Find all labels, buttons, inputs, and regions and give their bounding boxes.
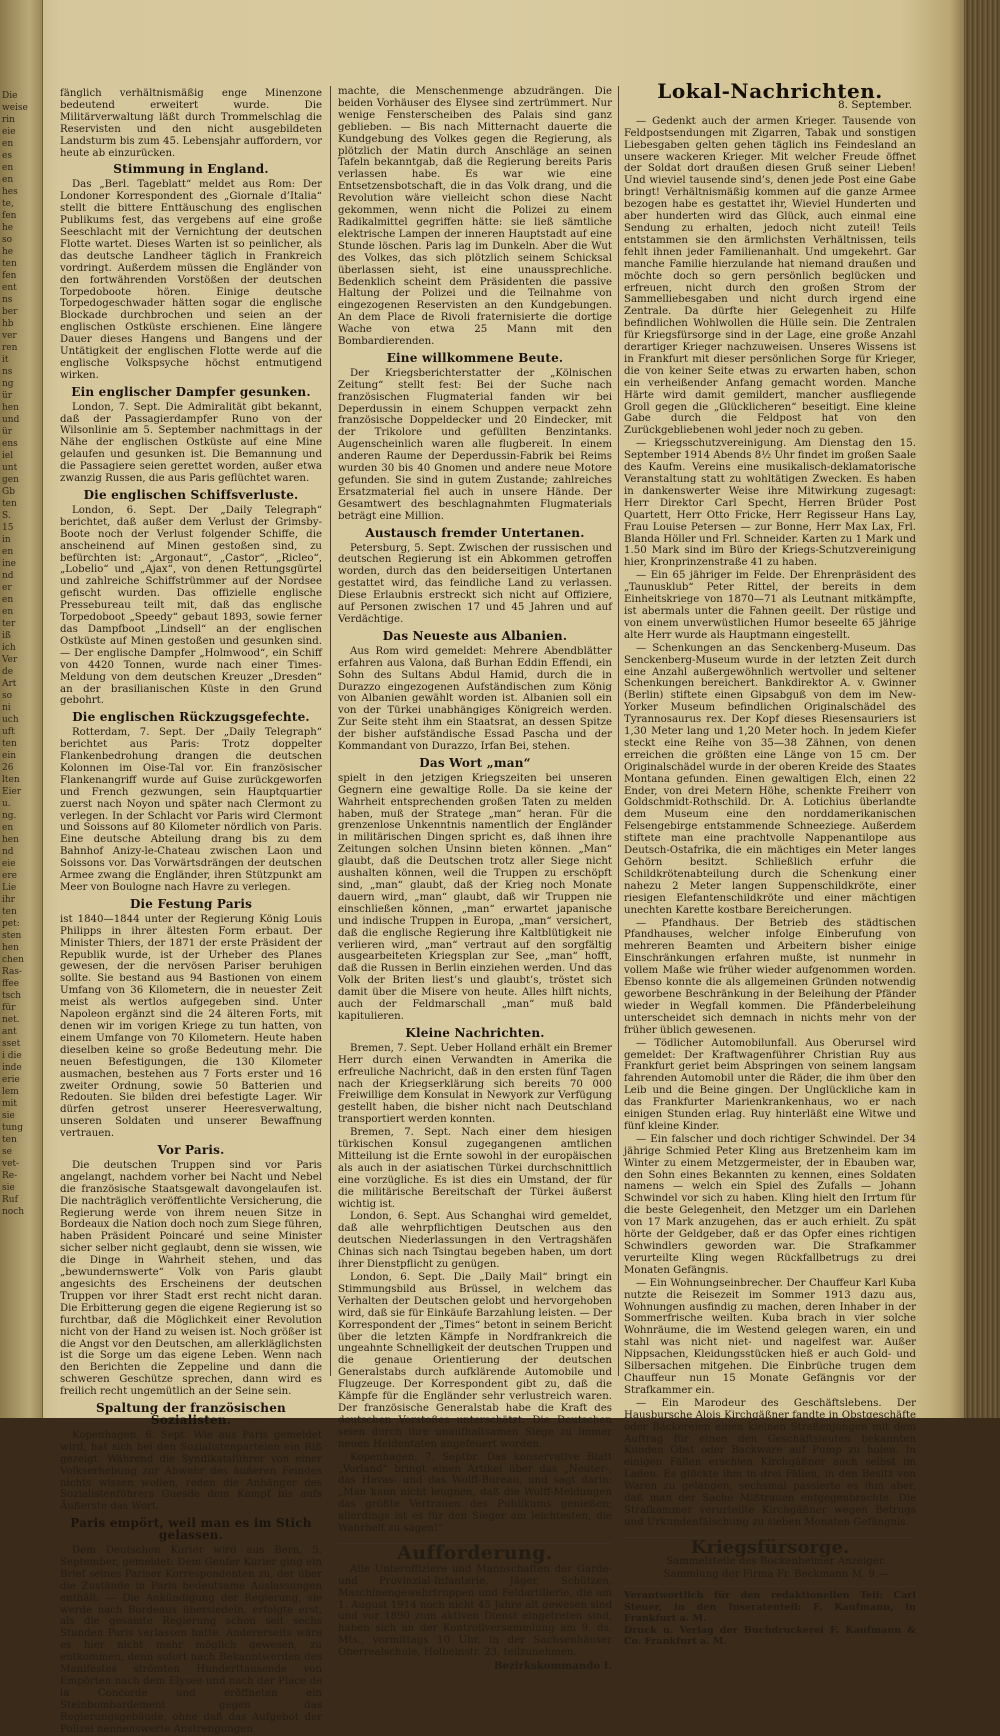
margin-fragment: fen <box>2 211 17 221</box>
margin-fragment: ich <box>2 643 16 653</box>
local-item: — Ein Wohnungseinbrecher. Der Chauffeur Karl Kuba nutzte die Reisezeit im Sommer 1913 dazu aus, Wohnungen ausfindig zu machen, deren Inhaber in der Sommerfrische weilten. Kuba brach in vier solche Wohnräume, die im Westend gelegen waren, ein und stahl was nicht niet- und nagelfest war. Außer Nippsachen, Kleidungsstücken hieß er auch Gold- und Silbersachen mitgehen. Die Einbrüche trugen dem Chauffeur nun 15 Monate Gefängnis vor der Strafkammer ein. <box>624 1277 916 1396</box>
margin-fragment: i die <box>2 1051 22 1061</box>
headline-sozialisten: Spaltung der französischen Sozialisten. <box>96 1401 286 1427</box>
margin-fragment: ns <box>2 295 13 305</box>
article-text: London, 6. Sept. Der „Daily Telegraph“ berichtet, daß außer dem Verlust der Grimsby-Boote noch der Verlust folgender Schiffe, die anscheinend auf Minen gestoßen sind, zu befürchten ist: „Argonaut“, „Castor“, „Ricleo“, „Lobelio“ und „Ajax“, von denen Rettungsgürtel und zahlreiche Schiffstrümmer auf der Nordsee gefischt wurden. Das offizielle englische Pressebureau teilt mit, daß das englische Torpedoboot „Speedy“ gebaut 1893, sowie ferner das Dampfboot „Lindsell“ an der englischen Ostküste auf Minen gestoßen und gesunken sind. — Der englische Dampfer „Holmwood“, ein Schiff von 4420 Tonnen, wurde nach einer Times-Meldung von dem deutschen Kreuzer „Dresden“ an der brasilianischen Küste in den Grund gebohrt. <box>60 504 322 707</box>
margin-fragment: iß <box>2 631 11 641</box>
margin-fragment: noch <box>2 1207 25 1217</box>
margin-fragment: 26 <box>2 763 14 773</box>
news-item: London, 6. Sept. Aus Schanghai wird gemeldet, daß alle wehrpflichtigen Deutschen aus den deutschen Niederlassungen in den Vertragshäfen Chinas sich nach Tsingtau begeben haben, um dort ihrer Dienstpflicht zu genügen. <box>338 1211 612 1271</box>
margin-fragment: en <box>2 823 14 833</box>
headline-rueckzugsgefechte: Die englischen Rückzugsgefechte. <box>72 710 310 725</box>
article-text: Das „Berl. Tageblatt“ meldet aus Rom: Der Londoner Korrespondent des „Giornale d’Italia“ stellt die bittere Enttäuschung des englischen Publikums fest, das vergebens auf eine große Seeschlacht mit der Vernichtung der deutschen Flotte wartet. Dieses Warten ist so peinlicher, als das deutsche Landheer täglich in Frankreich vordringt. Außerdem müssen die Engländer von den fortwährenden Vorstößen der deutschen Torpedoboote hören. Einige deutsche Torpedogeschwader hätten sogar die englische Blockade durchbrochen und seien an der englischen Ostküste erschienen. Eine längere Dauer dieses Hangens und Bangens und der Untätigkeit der englischen Flotte werde auf die englische Volkspsyche höchst entmutigend wirken. <box>60 179 322 381</box>
margin-fragment: mit <box>2 1099 18 1109</box>
margin-fragment: Ras- <box>2 967 23 977</box>
margin-fragment: hen <box>2 943 19 953</box>
margin-fragment: he <box>2 247 14 257</box>
margin-fragment: iel <box>2 451 14 461</box>
local-item: — Ein Marodeur des Geschäftslebens. Der Hausbursche Alois Kirchgäßner fandte in Obstgeschäfte oder Bäckereien einen kleinen Straßenjungen mit dem Auftrag für einen den Geschäftsleuten bekannten Kunden Obst oder Backware auf Pump zu holen. In einigen Fällen erschien Kirchgäßner auch selbst im Laden. Es glückte ihm in drei Fällen, in den Besitz von Waren zu gelangen, sechsmal passierte es ihm aber, daß man der Sache Mißtrauen entgegenbrachte. Die Strafkammer verurteilte Kirchgäßner wegen Betrugs und Urkundenfälschung zu sieben Monaten Gefängnis. <box>624 1397 916 1528</box>
margin-fragment: de <box>2 667 14 677</box>
margin-fragment: se <box>2 1147 12 1157</box>
news-item: Kopenhagen, 7. Septbr. Das konservative Blatt „Vorland“ bringt einen Artikel über das „Neuter-, das Havas- und das Wolff-Bureau, und sagt darin: „Man kann nicht leugnen, daß die Wolff-Meldungen das größte Vertrauen des Publikums genießen; allerdings ist es für den Sieger am leichtesten, die Wahrheit zu sagen!“ <box>338 1451 612 1535</box>
local-item: — Ein falscher und doch richtiger Schwindel. Der 34 jährige Schmied Peter Kling aus Bretzenheim kam im Winter zu einem Metzgermeister, der in Ebauben war, den Sohn eines Bekannten zu kennen, eines Soldaten namens — welch ein Spiel des Zufalls — Johann Schwindel vor sich zu haben. Kling hielt den Irrtum für die beste Gelegenheit, den Metzger um ein Darlehen von 17 Mark anzugehen, das er auch erhielt. Zu spät hörte der Geldgeber, daß er das Opfer eines richtigen Schwindlers geworden war. Die Strafkammer verurteilte Kling wegen Rückfallbetrugs zu drei Monaten Gefängnis. <box>624 1133 916 1276</box>
margin-fragment: ür <box>2 427 13 437</box>
margin-fragment: unt <box>2 463 18 473</box>
headline-festung-paris: Die Festung Paris <box>129 896 253 911</box>
headline-dampfer: Ein englischer Dampfer gesunken. <box>71 384 311 399</box>
column-1 <box>60 88 322 1735</box>
book-page-edges <box>964 0 1000 1418</box>
column-rule-1 <box>330 86 331 1376</box>
local-item: — Tödlicher Automobilunfall. Aus Oberursel wird gemeldet: Der Kraftwagenführer Christian Ruy aus Frankfurt geriet beim Abspringen von seinem langsam fahrenden Automobil unter die Räder, die ihm über den Leib und die Beine gingen. Der Unglückliche kam in das Frankfurter Marienkrankenhaus, wo er nach einigen Stunden erlag. Ruy hinterläßt eine Witwe und fünf kleine Kinder. <box>624 1037 916 1132</box>
margin-fragment: it <box>2 355 9 365</box>
margin-fragment: er <box>2 583 12 593</box>
margin-fragment: tung <box>2 1123 23 1133</box>
notice-signature: Bezirkskommando I. <box>493 1660 612 1673</box>
article-text: Kopenhagen, 6. Sept. Wie aus Paris gemeldet wird, hat sich bei den Sozialistenparteien ein Riß gezeigt. Während die Syndikatsführer von einer Volkserhebung zur Abwehr des äußeren Feindes nichts wissen wollen, reden die Anhänger des Sozialistenführers Guesde dem Kampf bis aufs Äußerste das Wort. <box>60 1429 322 1513</box>
article-text: Der Kriegsberichterstatter der „Kölnischen Zeitung“ stellt fest: Bei der Suche nach französischen Flugmaterial fanden wir bei Deperdussin in einem Schuppen verpackt zehn französische Doppeldecker und 20 Eindecker, mit der Trikolore und gefüllten Benzintanks. Augenscheinlich waren alle flugbereit. In einem anderen Raume der Deperdussin-Fabrik bei Reims wurden 30 bis 40 Gnomen und andere neue Motore gefunden. Sie sind in gutem Zustande; zahlreiches Ersatzmaterial fiel auch in unsere Hände. Der Gesamtwert des beschlagnahmten Flugmaterials beträgt eine Million. <box>338 367 612 522</box>
margin-fragment: ür <box>2 391 13 401</box>
margin-fragment: Eier <box>2 787 22 797</box>
margin-fragment: Lie <box>2 883 17 893</box>
local-item: — Pfandhaus. Der Betrieb des städtischen Pfandhauses, welcher infolge Einberufung von mehreren Beamten und Arbeitern bisher einige Einschränkungen erfahren mußte, ist nunmehr in vollem Maße wie früher wieder aufgenommen worden. Ebenso konnte die als allgemeinen Gründen notwendig geworbene Beschränkung in der Beleihung der Pfänder wieder in Wegfall kommen. Die Pfänderbeleihung unterscheidet sich demnach in nichts mehr von der früher üblich gewesenen. <box>624 917 916 1036</box>
margin-fragment: hb <box>2 319 14 329</box>
margin-fragment: ber <box>2 307 18 317</box>
margin-fragment: so <box>2 235 13 245</box>
margin-fragment: weise <box>2 103 28 113</box>
headline-kleine-nachrichten: Kleine Nachrichten. <box>405 1025 545 1040</box>
margin-fragment: ent <box>2 283 17 293</box>
margin-fragment: eie <box>2 127 16 137</box>
news-item: Bremen, 7. Sept. Nach einer dem hiesigen türkischen Konsul zugegangenen amtlichen Mitteilung ist die Ernte sowohl in der europäischen als auch in der asiatischen Türkei durchschnittlich eine vorzügliche. Es ist dies ein Umstand, der für die militärische Bereitschaft der Türkei äußerst wichtig ist. <box>338 1127 612 1210</box>
imprint-editor: Verantwortlich für den redaktionellen Teil: Carl Steuer, in den Inseratenteil: F. Kaufmann, in Frankfurt a. M. <box>624 1590 916 1625</box>
margin-fragment: und <box>2 415 20 425</box>
margin-fragment: ein <box>2 751 17 761</box>
margin-fragment: Re- <box>2 1171 18 1181</box>
margin-fragment: ter <box>2 619 16 629</box>
margin-fragment: ere <box>2 871 17 881</box>
margin-fragment: fen <box>2 271 17 281</box>
margin-fragment: tsch <box>2 991 22 1001</box>
continuation-paragraph: machte, die Menschenmenge abzudrängen. Die beiden Vorhäuser des Elysee sind zertrümmert. Nur wenige Fensterscheiben des Palais sind ganz geblieben. — Bis nach Mitternacht dauerte die Kundgebung des Volkes gegen die Regierung, als plötzlich der Matin durch Anschläge an seinen Tafeln bekanntgab, daß die Regierung bereits Paris verlassen habe. Es war wie eine Entsetzensbotschaft, die in das Volk drang, und die Revolution wäre vielleicht schon diese Nacht gekommen, wenn nicht die Polizei zu einem Radikalmittel gegriffen hätte: sie ließ sämtliche elektrische Lampen der inneren Hauptstadt auf eine Stunde löschen. Paris lag im Dunkeln. Aber die Wut des Volkes, das sich plötzlich seinem Schicksal überlassen sieht, ist eine unaussprechliche. Bedenklich scheint dem Präsidenten die passive Haltung der Polizei und die Teilnahme von eingezogenen Reservisten an den Kundgebungen. An dem Place de Rivoli fraternisierte die dortige Wache von etwa 25 Mann mit den Bombardierenden. <box>338 86 612 348</box>
margin-fragment: hen <box>2 403 19 413</box>
headline-aufforderung: Aufforderung. <box>338 1543 612 1560</box>
margin-fragment: he <box>2 223 14 233</box>
margin-fragment: te, <box>2 199 14 209</box>
local-item: — Kriegsschutzvereinigung. Am Dienstag den 15. September 1914 Abends 8½ Uhr findet im großen Saale des Kaufm. Vereins eine musikalisch-deklamatorische Veranstaltung statt zu wohltätigen Zwecken. Es haben in dankenswerter Weise ihre Mitwirkung zugesagt: Herr Direktor Carl Specht, Herren Brüder Post Quartett, Herr Otto Fricke, Herr Regisseur Hans Lay, Frau Louise Petersen — zur Bonne, Herr Max Lax, Frl. Blanda Höller und Frl. Schneider. Karten zu 1 Mark und 1.50 Mark sind im Büro der Kriegs-Schutzvereinigung hier, Kronprinzenstraße 41 zu haben. <box>624 438 916 569</box>
margin-fragment: ten <box>2 499 17 509</box>
headline-austausch: Austausch fremder Untertanen. <box>365 525 585 540</box>
margin-fragment: gen <box>2 475 19 485</box>
margin-fragment: en <box>2 607 14 617</box>
margin-fragment: lten <box>2 775 20 785</box>
article-text: Petersburg, 5. Sept. Zwischen der russischen und deutschen Regierung ist ein Abkommen getroffen worden, durch das den beiderseitigen Untertanen gestattet wird, das feindliche Land zu verlassen. Diese Erlaubnis erstreckt sich nicht auf Offiziere, auf Personen zwischen 17 und 45 Jahren und auf Verdächtige. <box>338 542 612 625</box>
margin-fragment: ine <box>2 559 17 569</box>
margin-fragment: ens <box>2 439 18 449</box>
local-item: — Gedenkt auch der armen Krieger. Tausende von Feldpostsendungen mit Zigarren, Tabak und sonstigen Liebesgaben gelten gehen täglich ins Feindesland an unsere wackeren Krieger. Mit welcher Freude öffnet der Soldat dort draußen diesen Gruß seiner Lieben! Und wieviel tausende sind’s, denen jede Post eine Gabe bringt! Verhältnismäßig kommen auf die ganze Armee bezogen habe es gestattet ihr, Wieviel Hunderten und aber hunderten wird das Glück, auch einmal eine Sendung zu erhalten, jedoch nicht zuteil! Teils entstammen sie den ärmlichsten Verhältnissen, teils fehlt ihnen jeder Familienanhalt. Und umgekehrt. Gar manche Familie hierzulande hat niemand draußen und möchte doch so gern persönlich beglücken und erfreuen, nicht durch den großen Strom der Sammelliebesgaben und nicht durch irgend eine Zentrale. Da dürfte hier Gelegenheit zu Hilfe befindlichen Wohlwollen die Hülle sein. Die Zentralen für Kriegsfürsorge sind in der Lage, eine große Anzahl derartiger Krieger nachzuweisen. Unseres Wissens ist in Frankfurt mit dieser persönlichen Sorge für Krieger, die von keiner Seite etwas zu erwarten haben, schon ein verheißender Anfang gemacht worden. Manche Härte wird damit gemildert, mancher ausfliegende Groll gegen die „Glücklicheren“ beseitigt. Eine kleine Gabe durch die Feldpost hat von den Zurückgebliebenen wohl jeder noch zu geben. <box>624 115 916 437</box>
news-item: London, 6. Sept. Die „Daily Mail“ bringt ein Stimmungsbild aus Brüssel, in welchem das Verhalten der Deutschen gelobt und hervorgehoben wird, daß sie für Einkäufe Barzahlung leisten. — Der Korrespondent der „Times“ betont in seinem Bericht über die letzten Kämpfe in Nordfrankreich die ungeahnte Schnelligkeit der deutschen Truppen und die genaue Orientierung der deutschen Generalstabs durch aufklärende Automobile und Flugzeuge. Der Korrespondent gibt zu, daß die Kämpfe für die Engländer sehr verlustreich waren. Der französische Generalstab habe die Kraft des deutschen Vorstoßes unterschätzt. Die Deutschen seien durch ihre unaufhaltsamen Siege zu immer neuen Heldentaten angefeuert worden. <box>338 1272 612 1450</box>
article-text: Rotterdam, 7. Sept. Der „Daily Telegraph“ berichtet aus Paris: Trotz doppelter Flankenbedrohung drangen die deutschen Kolonnen im Oise-Tal vor. Ein französischer Flankenangriff wurde auf Guise zurückgeworfen und French gezwungen, sein Hauptquartier zuerst nach Noyon und später nach Clermont zu verlegen. In der Schlacht vor Paris wird Clermont und Soissons auf 80 Kilometer nördlich von Paris. Eine deutsche Abteilung drang bis zu dem Bahnhof Anizy-le-Chateau zwischen Laon und Soissons vor. Das Vorwärtsdrängen der deutschen Armee zwang die Engländer, ihren Stützpunkt am Meer von Boulogne nach Havre zu verlegen. <box>60 727 322 893</box>
local-item: — Schenkungen an das Senckenberg-Museum. Das Senckenberg-Museum wurde in der letzten Zeit durch eine Anzahl außergewöhnlich wertvoller und seltener Schenkungen bereichert. Bankdirektor A. v. Gwinner (Berlin) stiftete einen Gipsabguß von dem im New-Yorker Museum befindlichen Originalschädel des Tyrannosaurus rex. Der Kopf dieses Riesensauriers ist 1,30 Meter lang und 1,20 Meter hoch. In jedem Kiefer steckt eine Reihe von 35—38 Zähnen, von denen erreichen die größten eine Länge von 15 cm. Der Originalschädel wurde in der oberen Kreide des Staates Montana gefunden. Einen gewaltigen Elch, einen 22 Ender, von drei Metern Höhe, schenkte Freiherr von Goldschmidt-Rothschild. Dr. A. Lotichius überlandte dem Museum eine den norddamerikanischen Felsengebirge entstammende Schneeziege. Außerdem stiftete man eine prachtvolle Nappenantilope aus Deutsch-Ostafrika, die ein mächtiges ein Meter langes Gehörn besitzt. Schließlich erfuhr die Schildkrötenabteilung durch die Schenkung einer nahezu 2 Meter langen Suppenschildkröte, einer riesigen Elefantenschildkröte und einer mächtigen unechten Karette kostbare Bereicherungen. <box>624 642 916 916</box>
margin-fragment: lem <box>2 1087 19 1097</box>
column-3 <box>624 79 916 1648</box>
article-text: spielt in den jetzigen Kriegszeiten bei unseren Gegnern eine gewaltige Rolle. Da sie keine der Wahrheit entsprechenden großen Taten zu melden haben, muß der Stratege „man“ heran. Für die grenzenlose Unkenntnis namentlich der Engländer in militärischen Dingen spricht es, daß ihnen ihre Zeitungen solchen Unsinn bieten können. „Man“ glaubt, daß die Deutschen trotz aller Siege nicht aushalten können, weil die Truppen zu erschöpft sind, „man“ glaubt, daß der Krieg noch Monate dauern wird, „man“ glaubt, daß wir Truppen nie einschließen können, „man“ erwartet japanische und indische Truppen in Europa, „man“ versichert, daß die englische Regierung ihre Kaltblütigkeit nie verlieren wird, „man“ vertraut auf den sorgfältig ausgearbeiteten Kriegsplan zur See, „man“ hofft, daß die Russen in Berlin einziehen werden. Und das Volk der Briten liest’s und glaubt’s, tröstet sich damit über die Misere von heute. Alles hilft nichts, auch der Feldmarschall „man“ muß bald kapitulieren. <box>338 772 612 1022</box>
intro-paragraph: fänglich verhältnismäßig enge Minenzone bedeutend erweitert wurde. Die Militärverwaltung läßt durch Trommelschlag die Reservisten und den nicht ausgebildeten Landsturm bis zum 45. Lebensjahr auffordern, vor heute ab einzurücken. <box>60 88 322 159</box>
margin-fragment: chen <box>2 955 24 965</box>
margin-fragment: rin <box>2 115 15 125</box>
headline-kriegsfuersorge: Kriegsfürsorge. <box>624 1537 916 1554</box>
margin-fragment: Ver <box>2 655 18 665</box>
margin-fragment: en <box>2 547 14 557</box>
article-text: Dem Deutschen Kurier wird aus Bern, 5. September, gemeldet: Dem Genfer Kurier ging ein Brief seines Pariser Korrespondenten zu, der über die Zustände in Paris bedeutsame Auslassungen enthält: — Die Ankündigung der Regierung, sie werde nach Bordeaux übersiedeln, erfolgte erst, als die gesamte Regierung schon seit sechs Stunden Paris verlassen hatte. Andererseits wäre es hier nicht mehr möglich gewesen, zu entkommen, denn sofort nach Bekanntwerden des Manifestes strömten Hunderttausende von Empörten nach dem Elysee und nach der Place de la Concorde und eröffneten ein Steinbombardement gegen das Regierungsgebäude, ohne daß das Aufgebot der Polizei nennenswerte Anstrengungen <box>60 1545 322 1735</box>
column-rule-2 <box>618 86 619 1376</box>
margin-fragment: Gb <box>2 487 15 497</box>
headline-beute: Eine willkommene Beute. <box>386 350 564 365</box>
margin-fragment: ten <box>2 259 17 269</box>
headline-wort-man: Das Wort „man“ <box>419 755 531 770</box>
margin-fragment: sten <box>2 931 22 941</box>
local-item: — Ein 65 jähriger im Felde. Der Ehrenpräsident des „Taunusklub“ Peter Rittel, der bereits in dem Einheitskriege von 1870—71 als Leutnant mitkämpfte, ist abermals unter die Fahnen geeilt. Der rüstige und von einem unverwüstlichen Humor beseelte 65 jährige alte Herr wurde als Hauptmann eingestellt. <box>624 570 916 641</box>
margin-fragment: für <box>2 1003 16 1013</box>
margin-fragment: inde <box>2 1063 22 1073</box>
margin-fragment: uft <box>2 727 15 737</box>
margin-fragment: nd <box>2 571 14 581</box>
margin-fragment: ni <box>2 703 11 713</box>
margin-fragment: en <box>2 595 14 605</box>
news-item: Bremen, 7. Sept. Ueber Holland erhält ein Bremer Herr durch einen Verwandten in Amerika die erfreuliche Nachricht, daß in den ersten fünf Tagen nach der Kriegserklärung sich bereits 70 000 Freiwillige dem Konsulat in Newyork zur Verfügung gestellt haben, die bisher nicht nach Deutschland transportiert werden konnten. <box>338 1042 612 1126</box>
margin-fragment: es <box>2 151 12 161</box>
article-text: Die deutschen Truppen sind vor Paris angelangt, nachdem vorher bei Nacht und Nebel die französische Staatsgewalt davongelaufen ist. Die nachträglich veröffentlichte Versicherung, die Regierung werde von ihrem neuen Sitze in Bordeaux die Nation doch noch zum Siege führen, haben Präsident Poincaré und seine Minister sicher selber nicht geglaubt, denn sie wissen, wie die Dinge in Wahrheit stehen, und das „bewundernswerte“ Volk von Paris glaubt angesichts des Erscheinens der deutschen Truppen vor ihrer Stadt erst recht nicht daran. Die Erbitterung gegen die eigene Regierung ist so furchtbar, daß die Möglichkeit einer Revolution nicht von der Hand zu weisen ist. Noch größer ist die Angst vor den Deutschen, am allerkläglichsten ist die Sorge um das eigene Leben. Wenn nach den Berichten die Zeppeline und dann die schweren Geschütze sprechen, dann wird es freilich recht ungemütlich an der Seine sein. <box>60 1159 322 1398</box>
margin-fragment: in <box>2 535 11 545</box>
margin-fragment: u. <box>2 799 11 809</box>
article-text: Aus Rom wird gemeldet: Mehrere Abendblätter erfahren aus Valona, daß Burhan Eddin Effendi, ein Sohn des Sultans Abdul Hamid, durch die in Durazzo eingezogenen Aufständischen zum König von Albanien gewählt worden ist. Albanien soll ein von der Türkei unabhängiges Königreich werden. Zur Seite steht ihm ein Staatsrat, an dessen Spitze der bisher aufständische Essad Pascha und der Kommandant von Durazzo, Irfan Bei, stehen. <box>338 645 612 753</box>
margin-fragment: hes <box>2 187 18 197</box>
margin-fragment: ant <box>2 1027 17 1037</box>
margin-fragment: nd <box>2 847 14 857</box>
margin-fragment: uch <box>2 715 19 725</box>
margin-fragment: ns <box>2 367 13 377</box>
margin-fragment: ren <box>2 343 18 353</box>
article-text: ist 1840—1844 unter der Regierung König Louis Philipps in ihrer ältesten Form erbaut. Der Minister Thiers, der 1871 der erste Präsident der Republik wurde, ist der Urheber des Planes gewesen, der die nervösen Pariser beruhigen sollte. Sie bestand aus 94 Bastionen von einem Umfang von 36 Kilometern, die in neuester Zeit meist als wertlos aufgegeben sind. Unter Napoleon ergänzt sind die 24 älteren Forts, mit denen wir im vorigen Kriege zu tun hatten, von einem Umfange von 70 Kilometern. Heute haben dieselben keine so große Bedeutung mehr. Die neuen Befestigungen, die 130 Kilometer ausmachen, bestehen aus 7 Forts erster und 16 zweiter Ordnung, sowie 50 Batterien und Redouten. Sie bilden drei befestigte Lager. Wir dürfen getrost unserer Heeresverwaltung, unseren Soldaten und unserer Bewaffnung vertrauen. <box>60 913 322 1140</box>
margin-fragment: Ruf <box>2 1195 18 1205</box>
margin-fragment: en <box>2 163 14 173</box>
margin-fragment: sie <box>2 1111 15 1121</box>
headline-schiffsverluste: Die englischen Schiffsverluste. <box>83 488 299 502</box>
margin-fragment: ffee <box>2 979 20 989</box>
section-title-lokal: Lokal-Nachrichten. <box>657 79 883 103</box>
margin-fragment: sie <box>2 1183 15 1193</box>
headline-paris-empoert: Paris empört, weil man es im Stich gelassen. <box>70 1516 312 1543</box>
collection-point: Sammelstelle des Bockenheimer Anzeiger. <box>666 1555 886 1567</box>
margin-fragment: ten <box>2 739 17 749</box>
margin-fragment: ver <box>2 331 17 341</box>
margin-fragment: vet- <box>2 1159 20 1169</box>
margin-fragment: so <box>2 691 13 701</box>
margin-fragment: eie <box>2 859 16 869</box>
margin-fragment: ten <box>2 1135 17 1145</box>
column-2 <box>338 86 612 1673</box>
margin-fragment: hen <box>2 835 19 845</box>
imprint-printer: Druck u. Verlag der Buchdruckerei F. Kaufmann & Co. Frankfurt a. M. <box>624 1624 916 1648</box>
collection-entry: Sammlung der Firma Fr. Beckmann M. 9.— <box>663 1568 889 1580</box>
margin-fragment: en <box>2 175 14 185</box>
margin-fragment: ten <box>2 907 17 917</box>
margin-fragment: sset <box>2 1039 21 1049</box>
margin-fragment: ng <box>2 379 14 389</box>
margin-fragment: net. <box>2 1015 20 1025</box>
headline-albanien: Das Neueste aus Albanien. <box>382 628 568 643</box>
notice-text: Alle Unteroffiziere und Mannschaften der Garde- und Provinzial-Infanterie, Jäger, Schützen, Maschinengewehrtruppen und Feldartillerie, die am 1. August 1914 noch nicht 45 Jahre alt gewesen sind und vor 1890 zum aktiven Dienst eingetreten sind, haben sich an der Kontrollversammlung am 9. ds. Mts., vormittags 10 Uhr, in der Sachsenhäuser Oberrealschule, Holbeinstr. 23, teilzunehmen. <box>338 1563 612 1659</box>
margin-fragment: 15 <box>2 523 14 533</box>
margin-fragment: erie <box>2 1075 20 1085</box>
margin-fragment: en <box>2 139 14 149</box>
left-page-margin-fragments <box>0 0 43 1418</box>
margin-fragment: S. <box>2 511 11 521</box>
headline-stimmung: Stimmung in England. <box>113 162 269 177</box>
margin-fragment: ng. <box>2 811 17 821</box>
imprint <box>624 1586 916 1648</box>
margin-fragment: ihr <box>2 895 15 905</box>
headline-vor-paris: Vor Paris. <box>157 1143 225 1158</box>
margin-fragment: pet: <box>2 919 20 929</box>
margin-fragment: Art <box>2 679 17 689</box>
article-text: London, 7. Sept. Die Admiralität gibt bekannt, daß der Passagierdampfer Runo von der Wilsonlinie am 5. September nachmittags in der Nähe der englischen Ostküste auf eine Mine gelaufen und gesunken ist. Die Bemannung und die Passagiere seien gerettet worden, außer etwa zwanzig Russen, die aus Paris geflüchtet waren. <box>60 401 322 485</box>
dateline: 8. September. <box>837 98 912 111</box>
margin-fragment: Die <box>2 91 18 101</box>
